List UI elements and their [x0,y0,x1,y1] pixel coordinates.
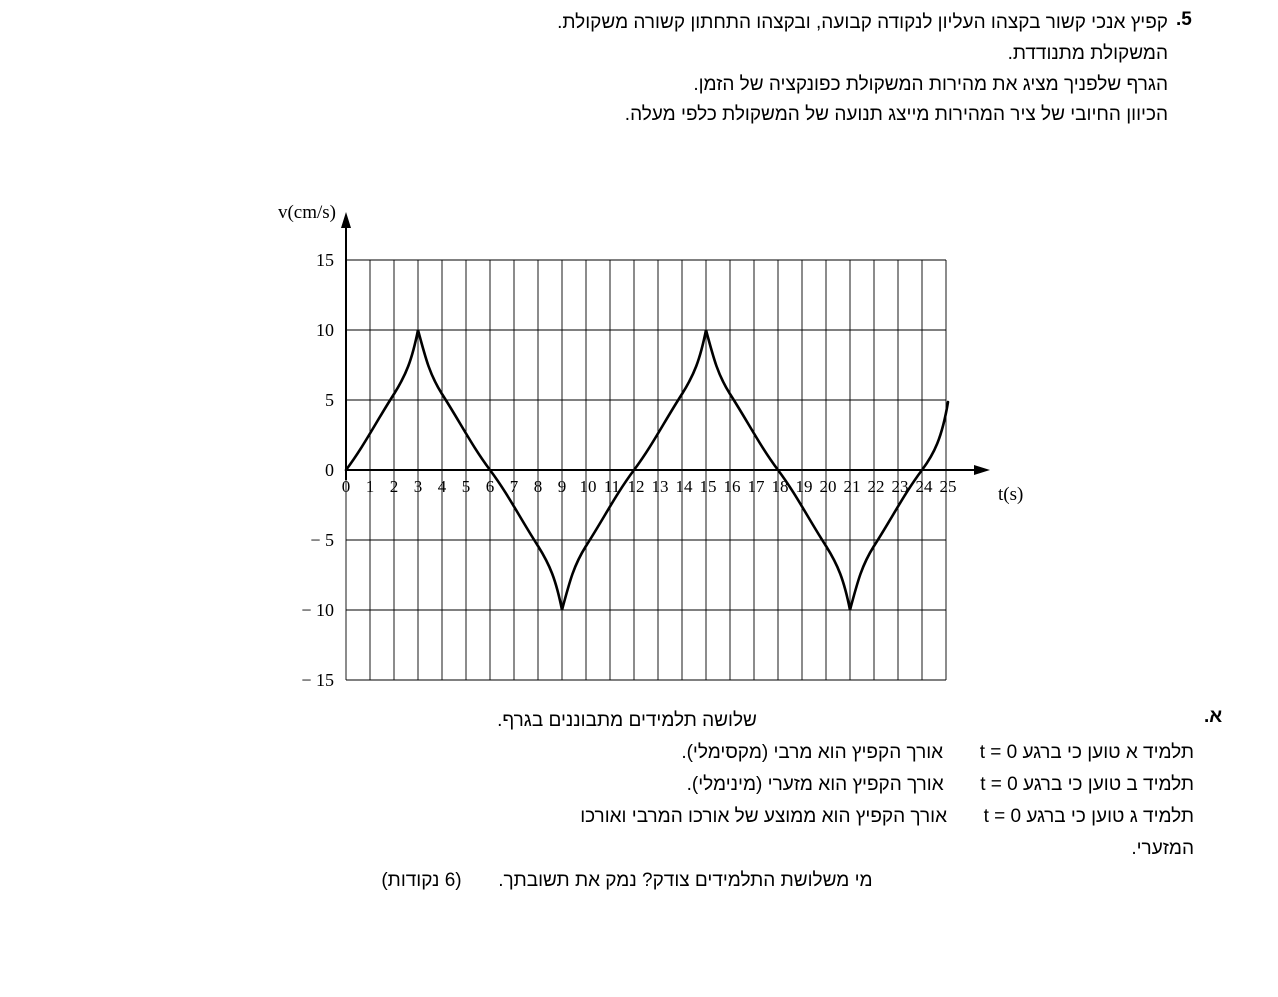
svg-text:23: 23 [891,477,909,496]
axes [341,212,990,480]
svg-text:3: 3 [413,477,423,496]
final-question: מי משלושת התלמידים צודק? נמק את תשובתך. [498,869,873,891]
part-a-block [0,705,1278,896]
svg-text:16: 16 [723,477,741,496]
svg-text:17: 17 [747,477,765,496]
part-letter: א. [1204,706,1223,727]
svg-text:21: 21 [843,477,861,496]
svg-text:− 15: − 15 [301,670,334,690]
svg-text:20: 20 [819,477,837,496]
question-line-1: קפיץ אנכי קשור בקצהו העליון לנקודה קבועה, ובקצהו התחתון קשורה משקולת. [557,12,1168,33]
svg-text:10: 10 [579,477,597,496]
claim-3-suffix: אורך הקפיץ הוא ממוצע של אורכו המרבי ואורכו [580,805,948,827]
points-value: (6 נקודות) [381,869,462,891]
velocity-time-graph [236,200,1236,700]
claim-3-math: t = 0 [983,805,1022,827]
svg-text:5: 5 [461,477,471,496]
svg-text:2: 2 [389,477,399,496]
part-a-row [0,705,1278,896]
svg-text:5: 5 [325,390,334,410]
svg-text:7: 7 [509,477,519,496]
svg-text:− 5: − 5 [310,530,334,550]
claim-1-suffix: אורך הקפיץ הוא מרבי (מקסימלי). [681,741,944,763]
svg-text:15: 15 [316,250,334,270]
svg-text:11: 11 [603,477,621,496]
question-text [60,8,1168,131]
part-intro: שלושה תלמידים מתבוננים בגרף. [497,710,757,731]
svg-text:22: 22 [867,477,885,496]
svg-text:14: 14 [675,477,693,496]
question-line-4: הכיוון החיובי של ציר המהירות מייצג תנועה של המשקולת כלפי מעלה. [624,104,1168,126]
svg-text:13: 13 [651,477,669,496]
svg-text:12: 12 [627,477,645,496]
svg-text:25: 25 [939,477,957,496]
svg-text:15: 15 [699,477,717,496]
svg-text:1: 1 [365,477,375,496]
final-question-line [60,865,1194,897]
claim-3-prefix: תלמיד ג טוען כי ברגע [1026,805,1194,827]
y-tick-labels [301,250,334,690]
x-tick-labels [342,477,957,496]
svg-text:0: 0 [325,460,334,480]
claim-1-math: t = 0 [979,741,1018,763]
svg-text:19: 19 [795,477,813,496]
graph-svg [236,200,1236,700]
y-axis-label: v(cm/s) [277,202,336,223]
svg-text:9: 9 [557,477,567,496]
question-row [0,8,1278,131]
svg-text:10: 10 [316,320,334,340]
claim-1 [60,737,1194,769]
part-text [60,705,1194,896]
svg-text:− 10: − 10 [301,600,334,620]
svg-text:8: 8 [533,477,543,496]
svg-text:0: 0 [341,477,351,496]
claim-2 [60,769,1194,801]
question-line-2: המשקולת מתנודדת. [1007,42,1168,64]
claim-2-math: t = 0 [980,773,1018,795]
svg-text:24: 24 [915,477,933,496]
x-axis-label: t(s) [998,484,1024,505]
question-number: 5. [1176,9,1192,30]
question-block [0,8,1278,131]
claim-3-continuation: המזערי. [1131,837,1194,859]
claim-1-prefix: תלמיד א טוען כי ברגע [1022,741,1194,763]
claim-2-prefix: תלמיד ב טוען כי ברגע [1023,773,1194,795]
svg-text:18: 18 [771,477,789,496]
claim-2-suffix: אורך הקפיץ הוא מזערי (מינימלי). [686,773,944,795]
claim-3 [60,801,1194,833]
question-line-3: הגרף שלפניך מציג את מהירות המשקולת כפונקציה של הזמן. [693,73,1168,95]
svg-text:6: 6 [485,477,495,496]
svg-text:4: 4 [437,477,447,496]
